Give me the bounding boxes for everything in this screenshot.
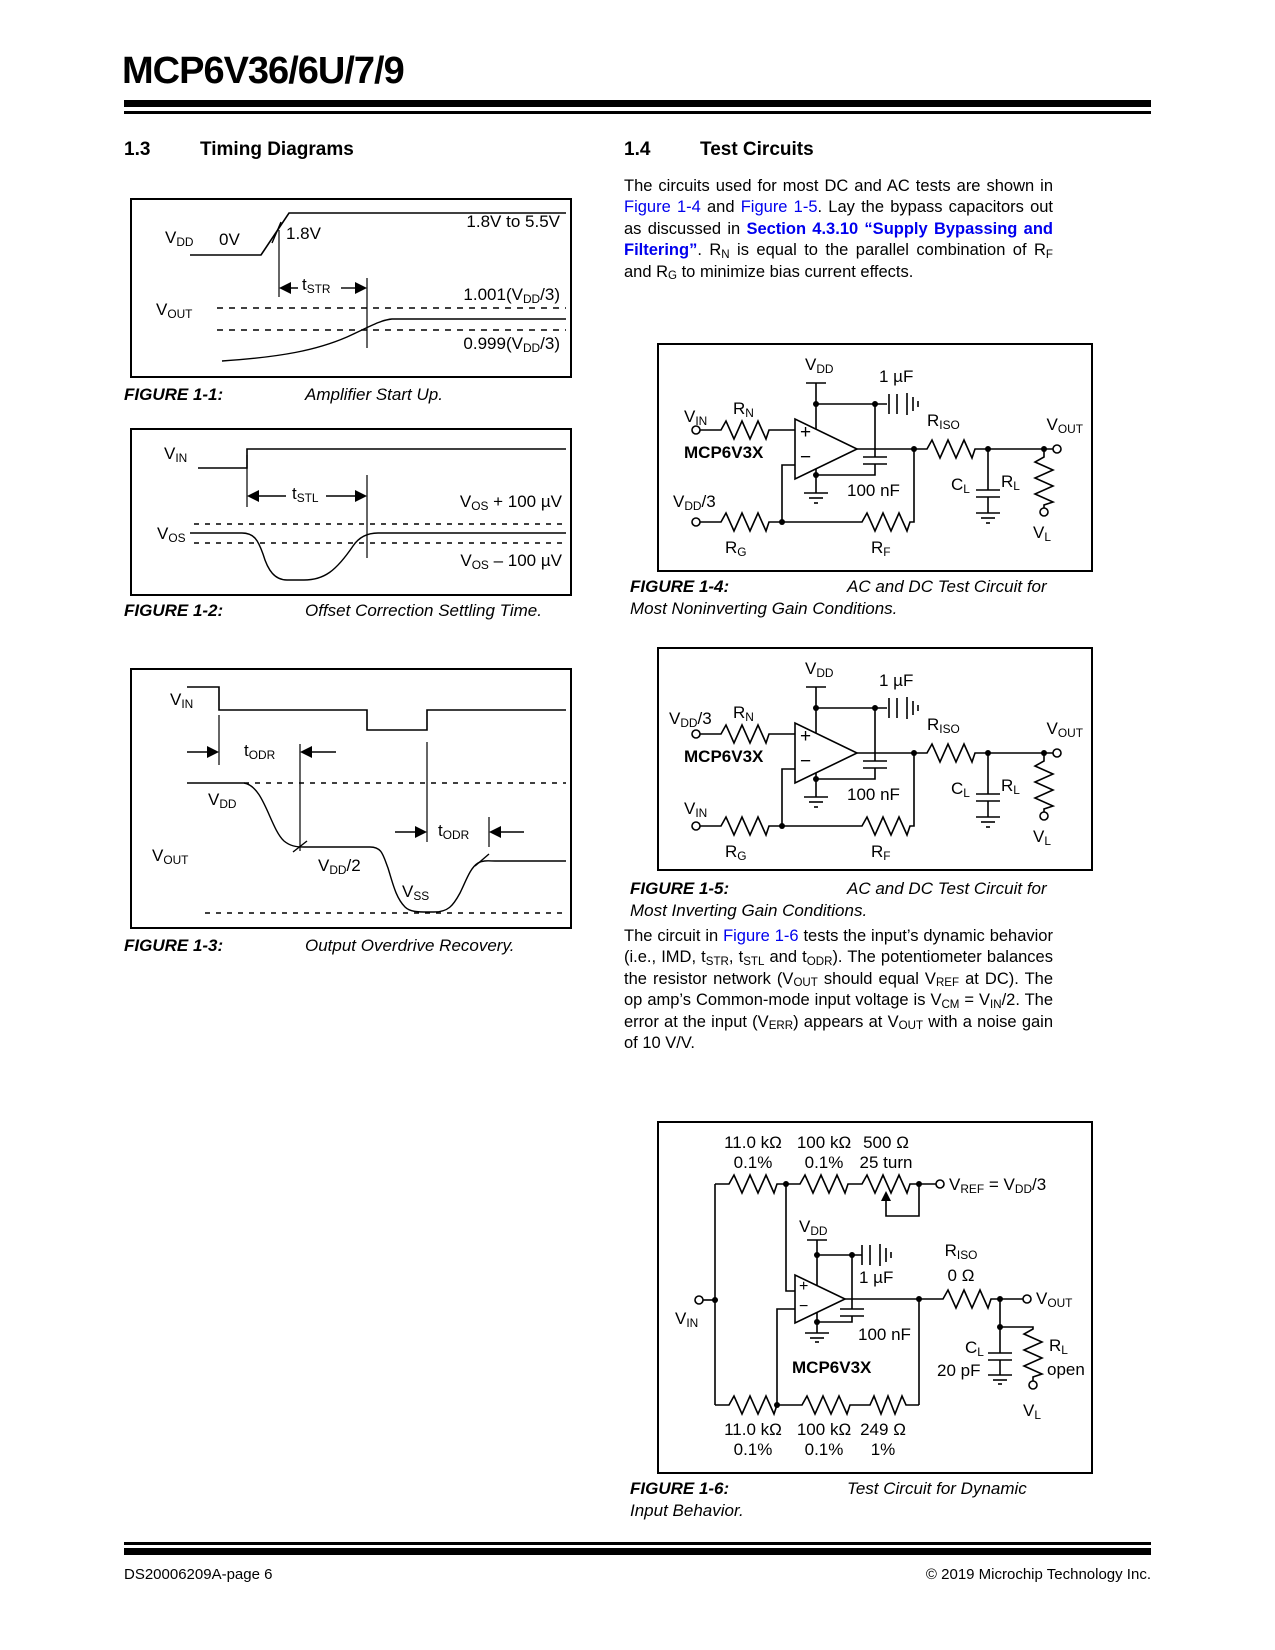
circuit-label: 20 pF: [937, 1361, 981, 1380]
circuit-label: 11.0 kΩ: [724, 1133, 782, 1152]
section-number: 1.4: [624, 139, 651, 160]
figure-1-4-circuit: [657, 343, 1093, 572]
circuit-label: $V_{DD}$: [165, 228, 194, 249]
figure-caption-text: Output Overdrive Recovery.: [305, 936, 515, 955]
circuit-label: $V_{OS} - 100$ µV: [460, 551, 562, 572]
body-text: The circuit in: [624, 927, 724, 945]
figure-1-3-caption: [124, 935, 562, 957]
circuit-label: $C_L$: [951, 475, 970, 496]
circuit-label: 1 µF: [879, 671, 914, 690]
figure-1-6-circuit: [657, 1121, 1093, 1474]
circuit-label: $R_{ISO}$: [944, 1241, 978, 1262]
section-title: Timing Diagrams: [200, 139, 354, 160]
body-text: . Lay the bypass capacitors out as discussed in: [624, 198, 1054, 238]
circuit-label: $t_{STL}$: [292, 484, 319, 505]
circuit-label: $V_{DD}$: [805, 355, 834, 376]
circuit-label: $C_L$: [965, 1338, 984, 1359]
circuit-label: 1.8V: [286, 224, 321, 243]
circuit-label: −: [800, 447, 812, 468]
figure-caption-text: AC and DC Test Circuit for Most Noninverting Gain Conditions.: [630, 577, 1047, 618]
section-title: Test Circuits: [700, 139, 814, 160]
circuit-label: $R_{ISO}$: [927, 715, 960, 736]
section-number: 1.3: [124, 139, 151, 160]
body-text: and: [700, 198, 741, 217]
figure-caption-text: Offset Correction Settling Time.: [305, 601, 542, 620]
circuit-label: MCP6V3X: [684, 747, 764, 766]
circuit-label: $V_{SS}$: [402, 882, 430, 903]
circuit-label: $V_L$: [1033, 523, 1051, 544]
circuit-label: 500 Ω: [863, 1133, 909, 1152]
figure-label: FIGURE 1-6:: [630, 1479, 730, 1498]
figure-1-1-timing-diagram: [130, 198, 572, 378]
test-circuits-paragraph-1: [624, 176, 1053, 283]
circuit-label: $t_{ODR}$: [438, 821, 470, 842]
circuit-label: 0 Ω: [947, 1266, 975, 1285]
circuit-label: $t_{ODR}$: [244, 741, 276, 762]
circuit-label: MCP6V3X: [684, 443, 764, 462]
circuit-label: $V_{IN}$: [164, 444, 188, 465]
figure-label: FIGURE 1-3:: [124, 936, 224, 955]
circuit-label: 100 kΩ: [796, 1420, 852, 1439]
circuit-label: $V_{OUT}$: [152, 846, 189, 867]
figure-1-5-circuit: [657, 647, 1093, 871]
circuit-label: $V_{OUT}$: [1036, 1289, 1073, 1310]
cross-reference-link[interactable]: Section 4.3.10 “Supply Bypassing and Filtering”: [624, 219, 1053, 260]
circuit-label: $V_{IN}$: [170, 690, 194, 711]
circuit-label: $V_{DD}/2$: [318, 856, 361, 877]
circuit-label: $R_L$: [1001, 776, 1020, 797]
figure-label: FIGURE 1-2:: [124, 601, 224, 620]
circuit-label: $0.999(V_{DD}/3)$: [463, 334, 560, 355]
circuit-label: $V_{IN}$: [675, 1309, 699, 1330]
circuit-label: $C_L$: [951, 779, 970, 800]
circuit-label: 11.0 kΩ: [724, 1420, 782, 1439]
circuit-label: $V_L$: [1033, 827, 1051, 848]
figure-1-1-caption: [124, 384, 562, 406]
circuit-label: 100 nF: [847, 785, 900, 804]
circuit-label: −: [800, 751, 812, 772]
circuit-label: $V_{DD}$: [799, 1217, 828, 1238]
circuit-label: $1.001(V_{DD}/3)$: [463, 285, 560, 306]
overdrive-recovery-waveform: [132, 670, 566, 923]
circuit-label: $R_G$: [725, 842, 747, 863]
circuit-label: 25 turn: [859, 1153, 913, 1172]
figure-1-2-caption: [124, 600, 562, 622]
cross-reference-link[interactable]: Figure 1-4: [624, 198, 701, 217]
circuit-label: 100 kΩ: [796, 1133, 852, 1152]
header-rule-thin: [124, 111, 1151, 114]
body-text: . $R_N$ is equal to the parallel combination of $R_F$ and $R_G$ to minimize bias current effects.: [624, 241, 1053, 283]
circuit-label: $V_{DD}/3$: [673, 492, 716, 513]
circuit-label: open: [1047, 1360, 1085, 1379]
circuit-label: −: [799, 1298, 809, 1315]
cross-reference-link[interactable]: Figure 1-6: [723, 927, 799, 945]
body-text: tests the input’s dynamic behavior (i.e., IMD, $t_{STR}$, $t_{STL}$ and $t_{ODR}$). The potentiometer balances the resistor network ($V_{OUT}$ should equal $V_{REF}$ at DC). The op amp’s Common-mode input voltage is $V_{CM} = V_{IN}/2$. The error at the input $(V_{ERR})$ appears at $V_{OUT}$ with a noise gain of 10 V/V.: [624, 927, 1054, 1053]
circuit-label: $V_{REF} = V_{DD}/3$: [949, 1175, 1047, 1196]
circuit-label: $t_{STR}$: [302, 275, 331, 296]
circuit-label: 0.1%: [804, 1440, 844, 1459]
circuit-label: $V_{OUT}$: [1046, 415, 1083, 436]
circuit-label: 100 nF: [858, 1325, 911, 1344]
circuit-label: +: [800, 726, 812, 747]
footer-copyright: © 2019 Microchip Technology Inc.: [925, 1566, 1151, 1583]
circuit-label: 0.1%: [804, 1153, 844, 1172]
circuit-label: $R_N$: [733, 399, 754, 420]
figure-label: FIGURE 1-1:: [124, 385, 224, 404]
cross-reference-link[interactable]: Figure 1-5: [740, 198, 818, 217]
circuit-label: $V_{OS}$: [157, 524, 186, 545]
circuit-label: $R_L$: [1001, 472, 1020, 493]
circuit-label: $V_{DD}/3$: [669, 709, 712, 730]
circuit-label: $V_{OS} + 100$ µV: [459, 492, 562, 513]
figure-1-6-caption: [630, 1478, 1060, 1522]
circuit-label: $R_F$: [871, 538, 891, 559]
header-rule-thick: [124, 100, 1151, 107]
circuit-label: $V_L$: [1023, 1401, 1041, 1422]
test-circuits-paragraph-2: [624, 926, 1053, 1054]
circuit-label: $R_L$: [1049, 1336, 1068, 1357]
figure-caption-text: Test Circuit for Dynamic Input Behavior.: [630, 1479, 1027, 1520]
circuit-label: $R_{ISO}$: [927, 411, 960, 432]
circuit-label: $R_G$: [725, 538, 747, 559]
circuit-label: $V_{IN}$: [684, 407, 708, 428]
circuit-label: 1.8V to 5.5V: [466, 212, 560, 231]
body-text: The circuits used for most DC and AC tests are shown in: [624, 177, 1053, 195]
circuit-label: 0.1%: [733, 1153, 773, 1172]
page-title: MCP6V36/6U/7/9: [122, 50, 404, 92]
circuit-label: MCP6V3X: [792, 1358, 872, 1377]
circuit-label: 1 µF: [859, 1268, 894, 1287]
circuit-label: 0.1%: [733, 1440, 773, 1459]
figure-label: FIGURE 1-4:: [630, 577, 730, 596]
circuit-label: $V_{IN}$: [684, 799, 708, 820]
figure-1-3-timing-diagram: [130, 668, 572, 929]
figure-caption-text: Amplifier Start Up.: [305, 385, 443, 404]
figure-1-5-caption: [630, 878, 1060, 922]
circuit-label: $V_{DD}$: [208, 790, 237, 811]
circuit-label: 249 Ω: [860, 1420, 906, 1439]
figure-caption-text: AC and DC Test Circuit for Most Inverting Gain Conditions.: [630, 879, 1047, 920]
circuit-label: $V_{OUT}$: [1046, 719, 1083, 740]
figure-1-2-timing-diagram: [130, 428, 572, 596]
circuit-label: $V_{DD}$: [805, 659, 834, 680]
circuit-label: 1 µF: [879, 367, 914, 386]
circuit-label: $R_N$: [733, 703, 754, 724]
circuit-label: 0V: [219, 230, 240, 249]
figure-label: FIGURE 1-5:: [630, 879, 730, 898]
footer-rule-thin: [124, 1542, 1151, 1545]
circuit-label: +: [800, 422, 812, 443]
circuit-label: +: [799, 1278, 809, 1295]
circuit-label: $R_F$: [871, 842, 891, 863]
circuit-label: 100 nF: [847, 481, 900, 500]
circuit-label: 1%: [870, 1440, 896, 1459]
circuit-label: $V_{OUT}$: [156, 300, 193, 321]
footer-document-number: DS20006209A-page 6: [124, 1566, 273, 1583]
figure-1-4-caption: [630, 576, 1060, 620]
footer-rule-thick: [124, 1548, 1151, 1555]
